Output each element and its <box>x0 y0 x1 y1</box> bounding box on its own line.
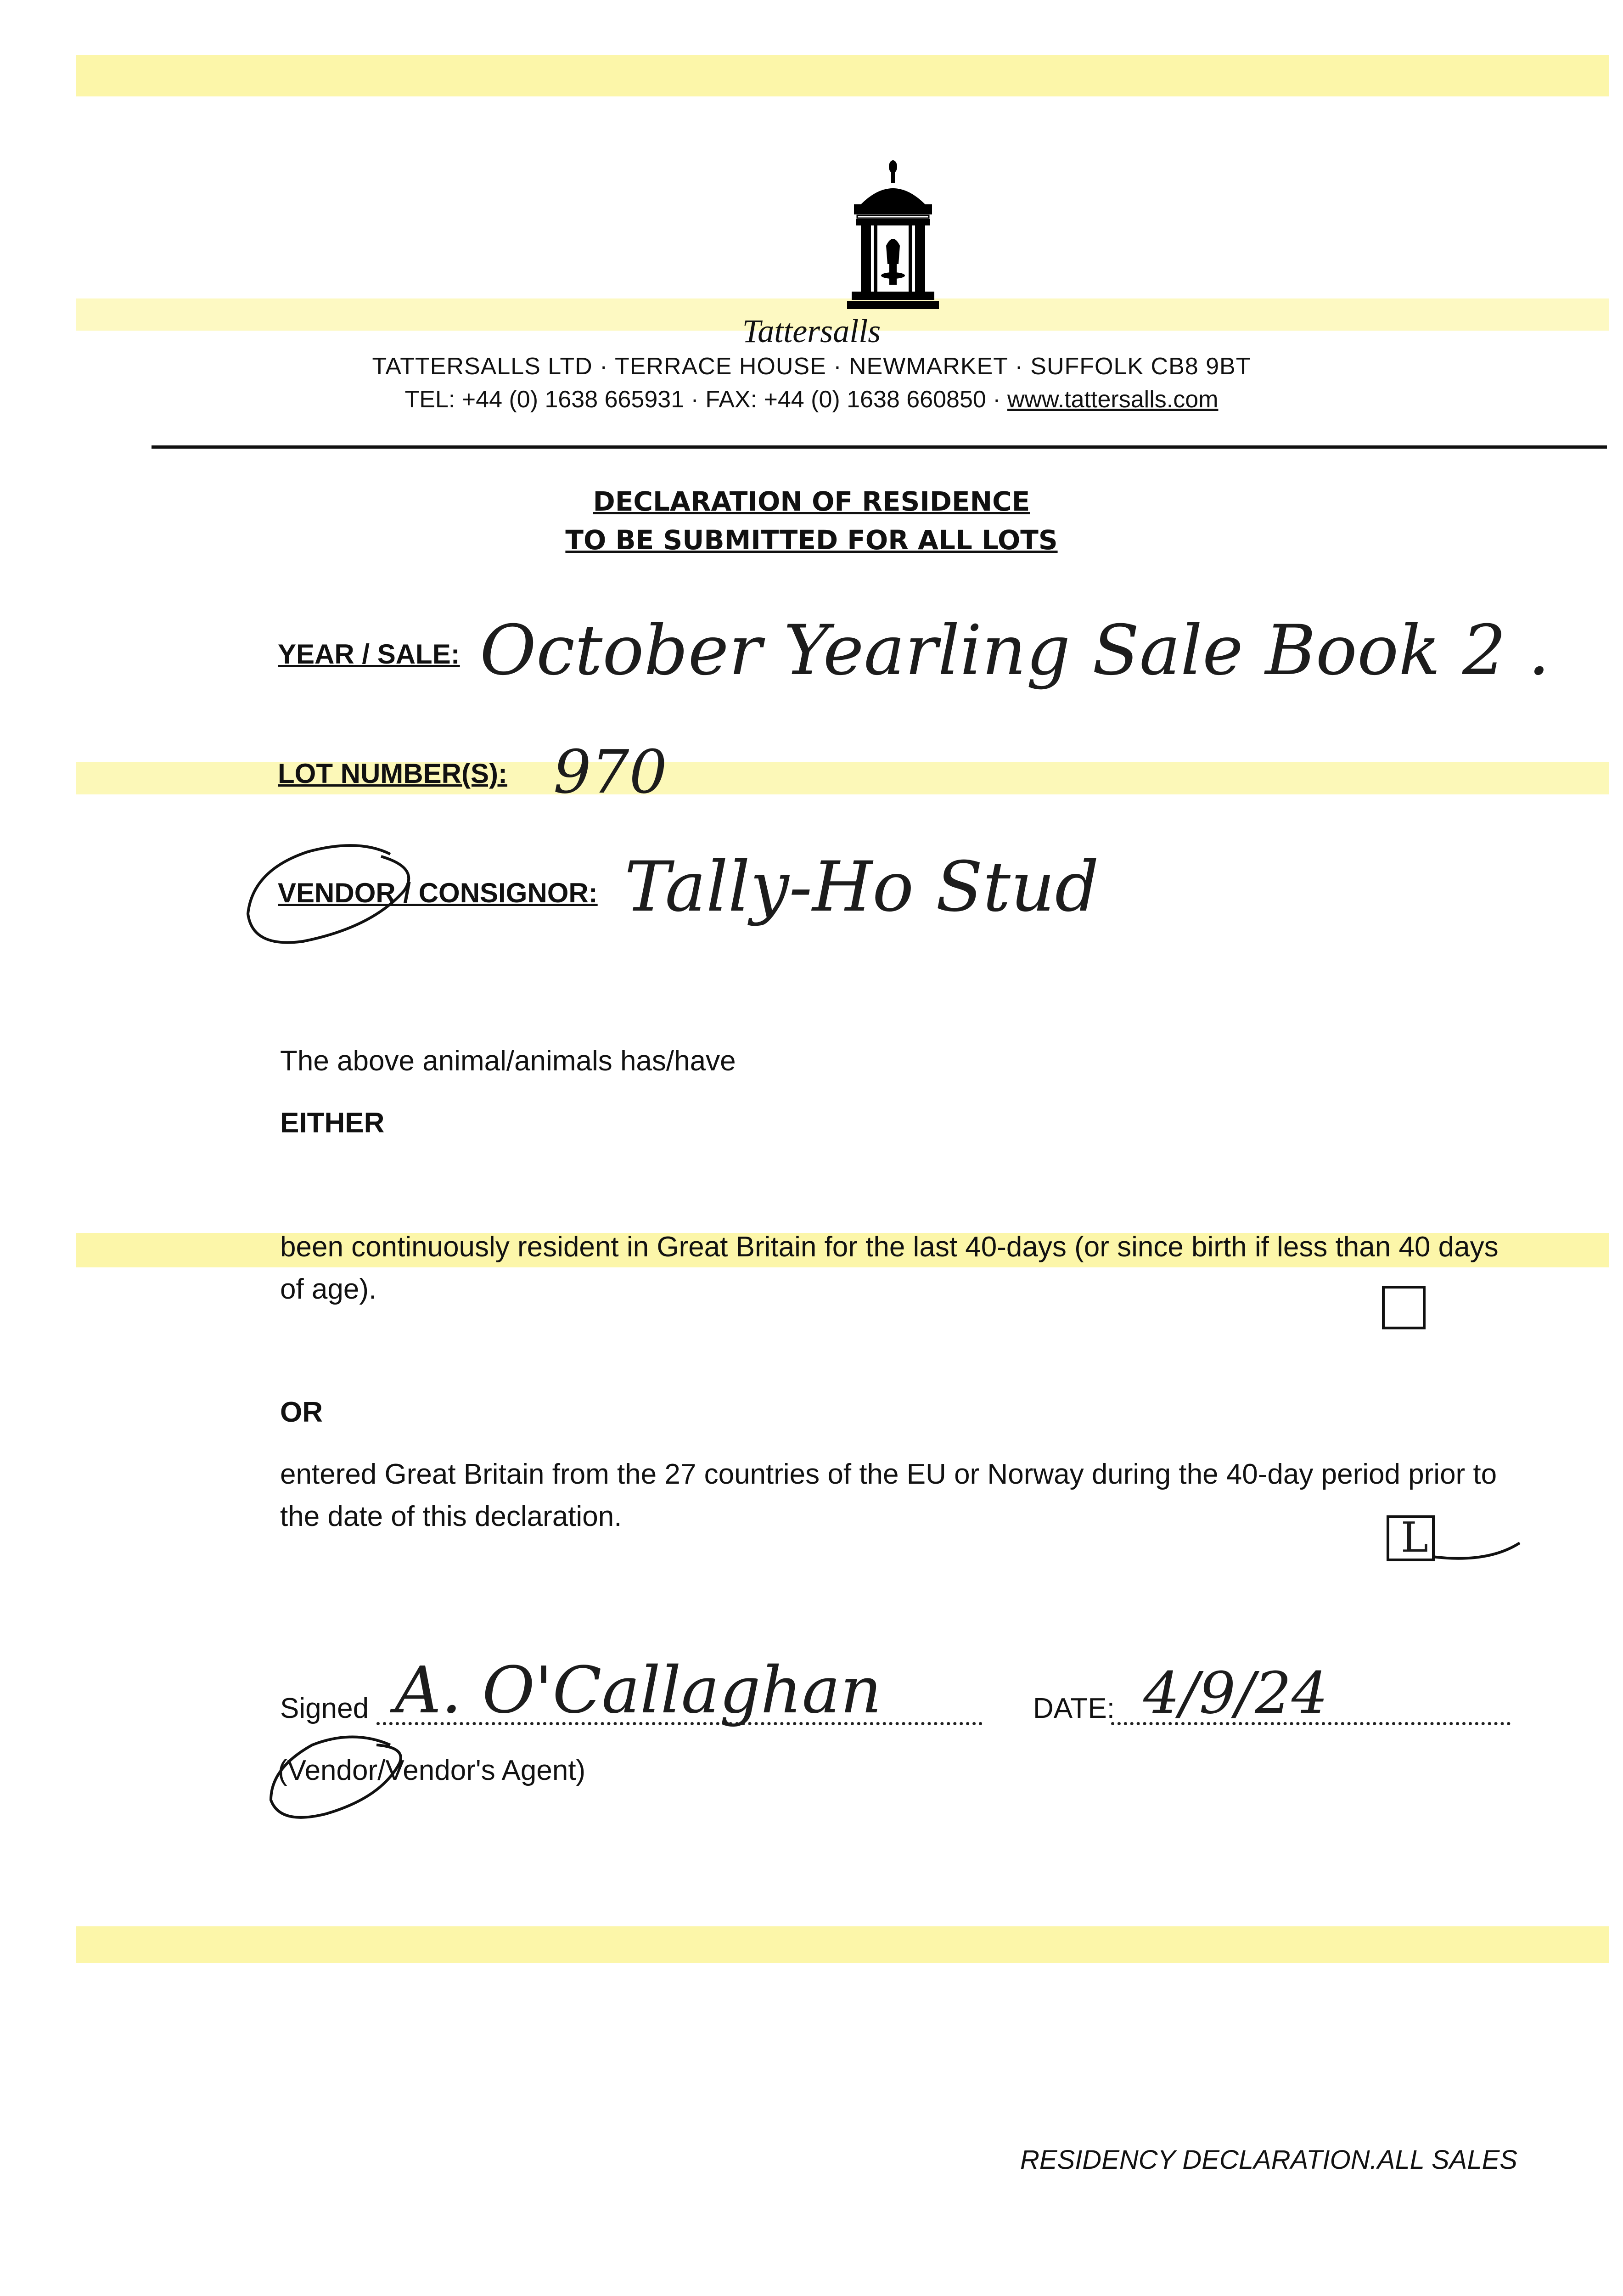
option-1-text: been continuously resident in Great Britain for the last 40-days (or since birth if less than 40 days of age). <box>280 1231 1499 1305</box>
title-line-1: DECLARATION OF RESIDENCE <box>593 486 1030 517</box>
option-2-tick-stroke <box>1432 1529 1524 1566</box>
vendor-circle-mark <box>239 836 432 955</box>
title-line-2: TO BE SUBMITTED FOR ALL LOTS <box>565 524 1058 556</box>
intro-text: The above animal/animals has/have <box>280 1045 736 1077</box>
role-circle-mark <box>262 1727 413 1828</box>
or-label: OR <box>280 1396 323 1428</box>
footer-label: RESIDENCY DECLARATION.ALL SALES <box>1020 2145 1517 2175</box>
contact-numbers: TEL: +44 (0) 1638 665931 · FAX: +44 (0) 1638 660850 · <box>404 386 1007 413</box>
highlight-band <box>76 55 1609 96</box>
signed-label: Signed <box>280 1693 369 1724</box>
vendor-consignor-label: VENDOR / CONSIGNOR: <box>278 878 598 908</box>
document-title <box>0 482 1623 559</box>
header-divider <box>152 445 1607 449</box>
website-link[interactable]: www.tattersalls.com <box>1007 386 1219 413</box>
year-sale-value: October Yearling Sale Book 2 . <box>480 611 1550 691</box>
brand-name: Tattersalls <box>742 313 881 349</box>
option-2-mark: L <box>1401 1514 1428 1562</box>
date-value: 4/9/24 <box>1143 1660 1328 1727</box>
contact-line <box>0 386 1623 413</box>
option-1-checkbox[interactable] <box>1382 1286 1426 1329</box>
date-label: DATE: <box>1033 1693 1115 1724</box>
option-2-text: entered Great Britain from the 27 countries of the EU or Norway during the 40-day period prior to the date of this declaration. <box>280 1458 1497 1532</box>
signer-role: (Vendor/Vendor's Agent) <box>278 1755 586 1786</box>
lot-number-label: LOT NUMBER(S): <box>278 758 507 789</box>
option-2-checkbox[interactable] <box>1387 1515 1435 1561</box>
year-sale-label: YEAR / SALE: <box>278 639 460 670</box>
lot-number-value: 970 <box>553 737 668 807</box>
signature-value: A. O'Callaghan <box>395 1653 882 1728</box>
company-address: TATTERSALLS LTD · TERRACE HOUSE · NEWMARKET · SUFFOLK CB8 9BT <box>372 353 1251 380</box>
vendor-consignor-value: Tally-Ho Stud <box>624 847 1099 927</box>
highlight-band <box>76 1926 1609 1963</box>
tattersalls-logo <box>847 158 939 310</box>
either-label: EITHER <box>280 1107 385 1139</box>
